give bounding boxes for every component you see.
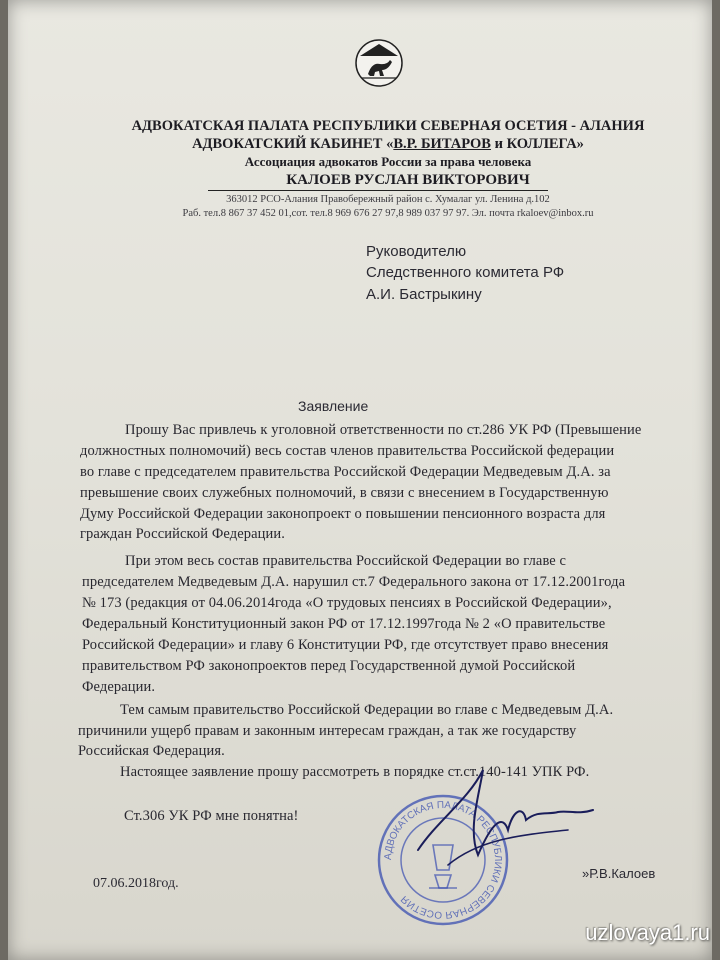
document-title: Заявление bbox=[298, 398, 369, 414]
body-line: причинили ущерб правам и законным интересам граждан, а так же государству bbox=[78, 723, 577, 739]
body-line: граждан Российской Федерации. bbox=[80, 526, 285, 542]
site-watermark: uzlovaya1.ru bbox=[585, 920, 710, 945]
body-line: Настоящее заявление прошу рассмотреть в порядке ст.ст.140-141 УПК РФ. bbox=[120, 764, 590, 780]
header-divider bbox=[208, 190, 548, 191]
header-contacts: Раб. тел.8 867 37 452 01,сот. тел.8 969 676 27 97,8 989 037 97 97. Эл. почта rkaloev@inbox.ru bbox=[182, 208, 594, 219]
bar-association-emblem-icon bbox=[354, 38, 404, 88]
body-line: Федеральный Конституционный закон РФ от 17.12.1997года № 2 «О правительстве bbox=[82, 616, 606, 632]
recipient-line-3: А.И. Бастрыкину bbox=[366, 286, 482, 303]
body-line: Российской Федерации» и главу 6 Конституции РФ, где отсутствует право внесения bbox=[82, 637, 609, 653]
body-line: При этом весь состав правительства Российской Федерации во главе с bbox=[125, 553, 567, 569]
header-law-office-name: В.Р. БИТАРОВ bbox=[393, 136, 491, 152]
handwritten-signature bbox=[408, 760, 608, 880]
recipient-line-1: Руководителю bbox=[366, 243, 467, 260]
header-law-office bbox=[78, 136, 698, 153]
header-bar-association: АДВОКАТСКАЯ ПАЛАТА РЕСПУБЛИКИ СЕВЕРНАЯ ОСЕТИЯ - АЛАНИЯ bbox=[131, 118, 645, 134]
body-line: Ст.306 УК РФ мне понятна! bbox=[124, 808, 299, 824]
body-line: Прошу Вас привлечь к уголовной ответственности по ст.286 УК РФ (Превышение bbox=[125, 422, 642, 438]
header-lawyer-name: КАЛОЕВ РУСЛАН ВИКТОРОВИЧ bbox=[286, 172, 530, 188]
body-line: № 173 (редакция от 04.06.2014года «О трудовых пенсиях в Российской Федерации», bbox=[82, 595, 612, 611]
document-date: 07.06.2018год. bbox=[93, 876, 179, 891]
body-line: Тем самым правительство Российской Федерации во главе с Медведевым Д.А. bbox=[120, 702, 614, 718]
body-line: Федерации. bbox=[82, 679, 156, 695]
recipient-line-2: Следственного комитета РФ bbox=[366, 264, 565, 281]
body-line: правительством РФ законопроектов перед Государственной думой Российской bbox=[82, 658, 576, 674]
body-line: превышение своих служебных полномочий, в связи с внесением в Государственную bbox=[80, 485, 609, 501]
body-line: должностных полномочий) весь состав членов правительства Российской федерации bbox=[80, 443, 615, 459]
body-line: Российская Федерация. bbox=[78, 743, 225, 759]
body-line: во главе с председателем правительства Российской Федерации Медведевым Д.А. за bbox=[80, 464, 611, 480]
body-line: Думу Российской Федерации законопроект о повышении пенсионного возраста для bbox=[80, 506, 606, 522]
header-law-office-suffix: и КОЛЛЕГА» bbox=[490, 136, 584, 152]
header-law-office-prefix: АДВОКАТСКИЙ КАБИНЕТ « bbox=[192, 136, 394, 152]
stamp-text-path: АДВОКАТСКАЯ ПАЛАТА РЕСПУБЛИКИ СЕВЕРНАЯ ОСЕТИЯ bbox=[382, 799, 504, 921]
header-association: Ассоциация адвокатов России за права человека bbox=[244, 154, 532, 169]
header-address: 363012 РСО-Алания Правобережный район с. Хумалаг ул. Ленина д.102 bbox=[226, 194, 550, 205]
signature-name: »Р.В.Калоев bbox=[582, 866, 656, 881]
document-page bbox=[8, 0, 712, 960]
body-line: председателем Медведевым Д.А. нарушил ст.7 Федерального закона от 17.12.2001года bbox=[82, 574, 626, 590]
